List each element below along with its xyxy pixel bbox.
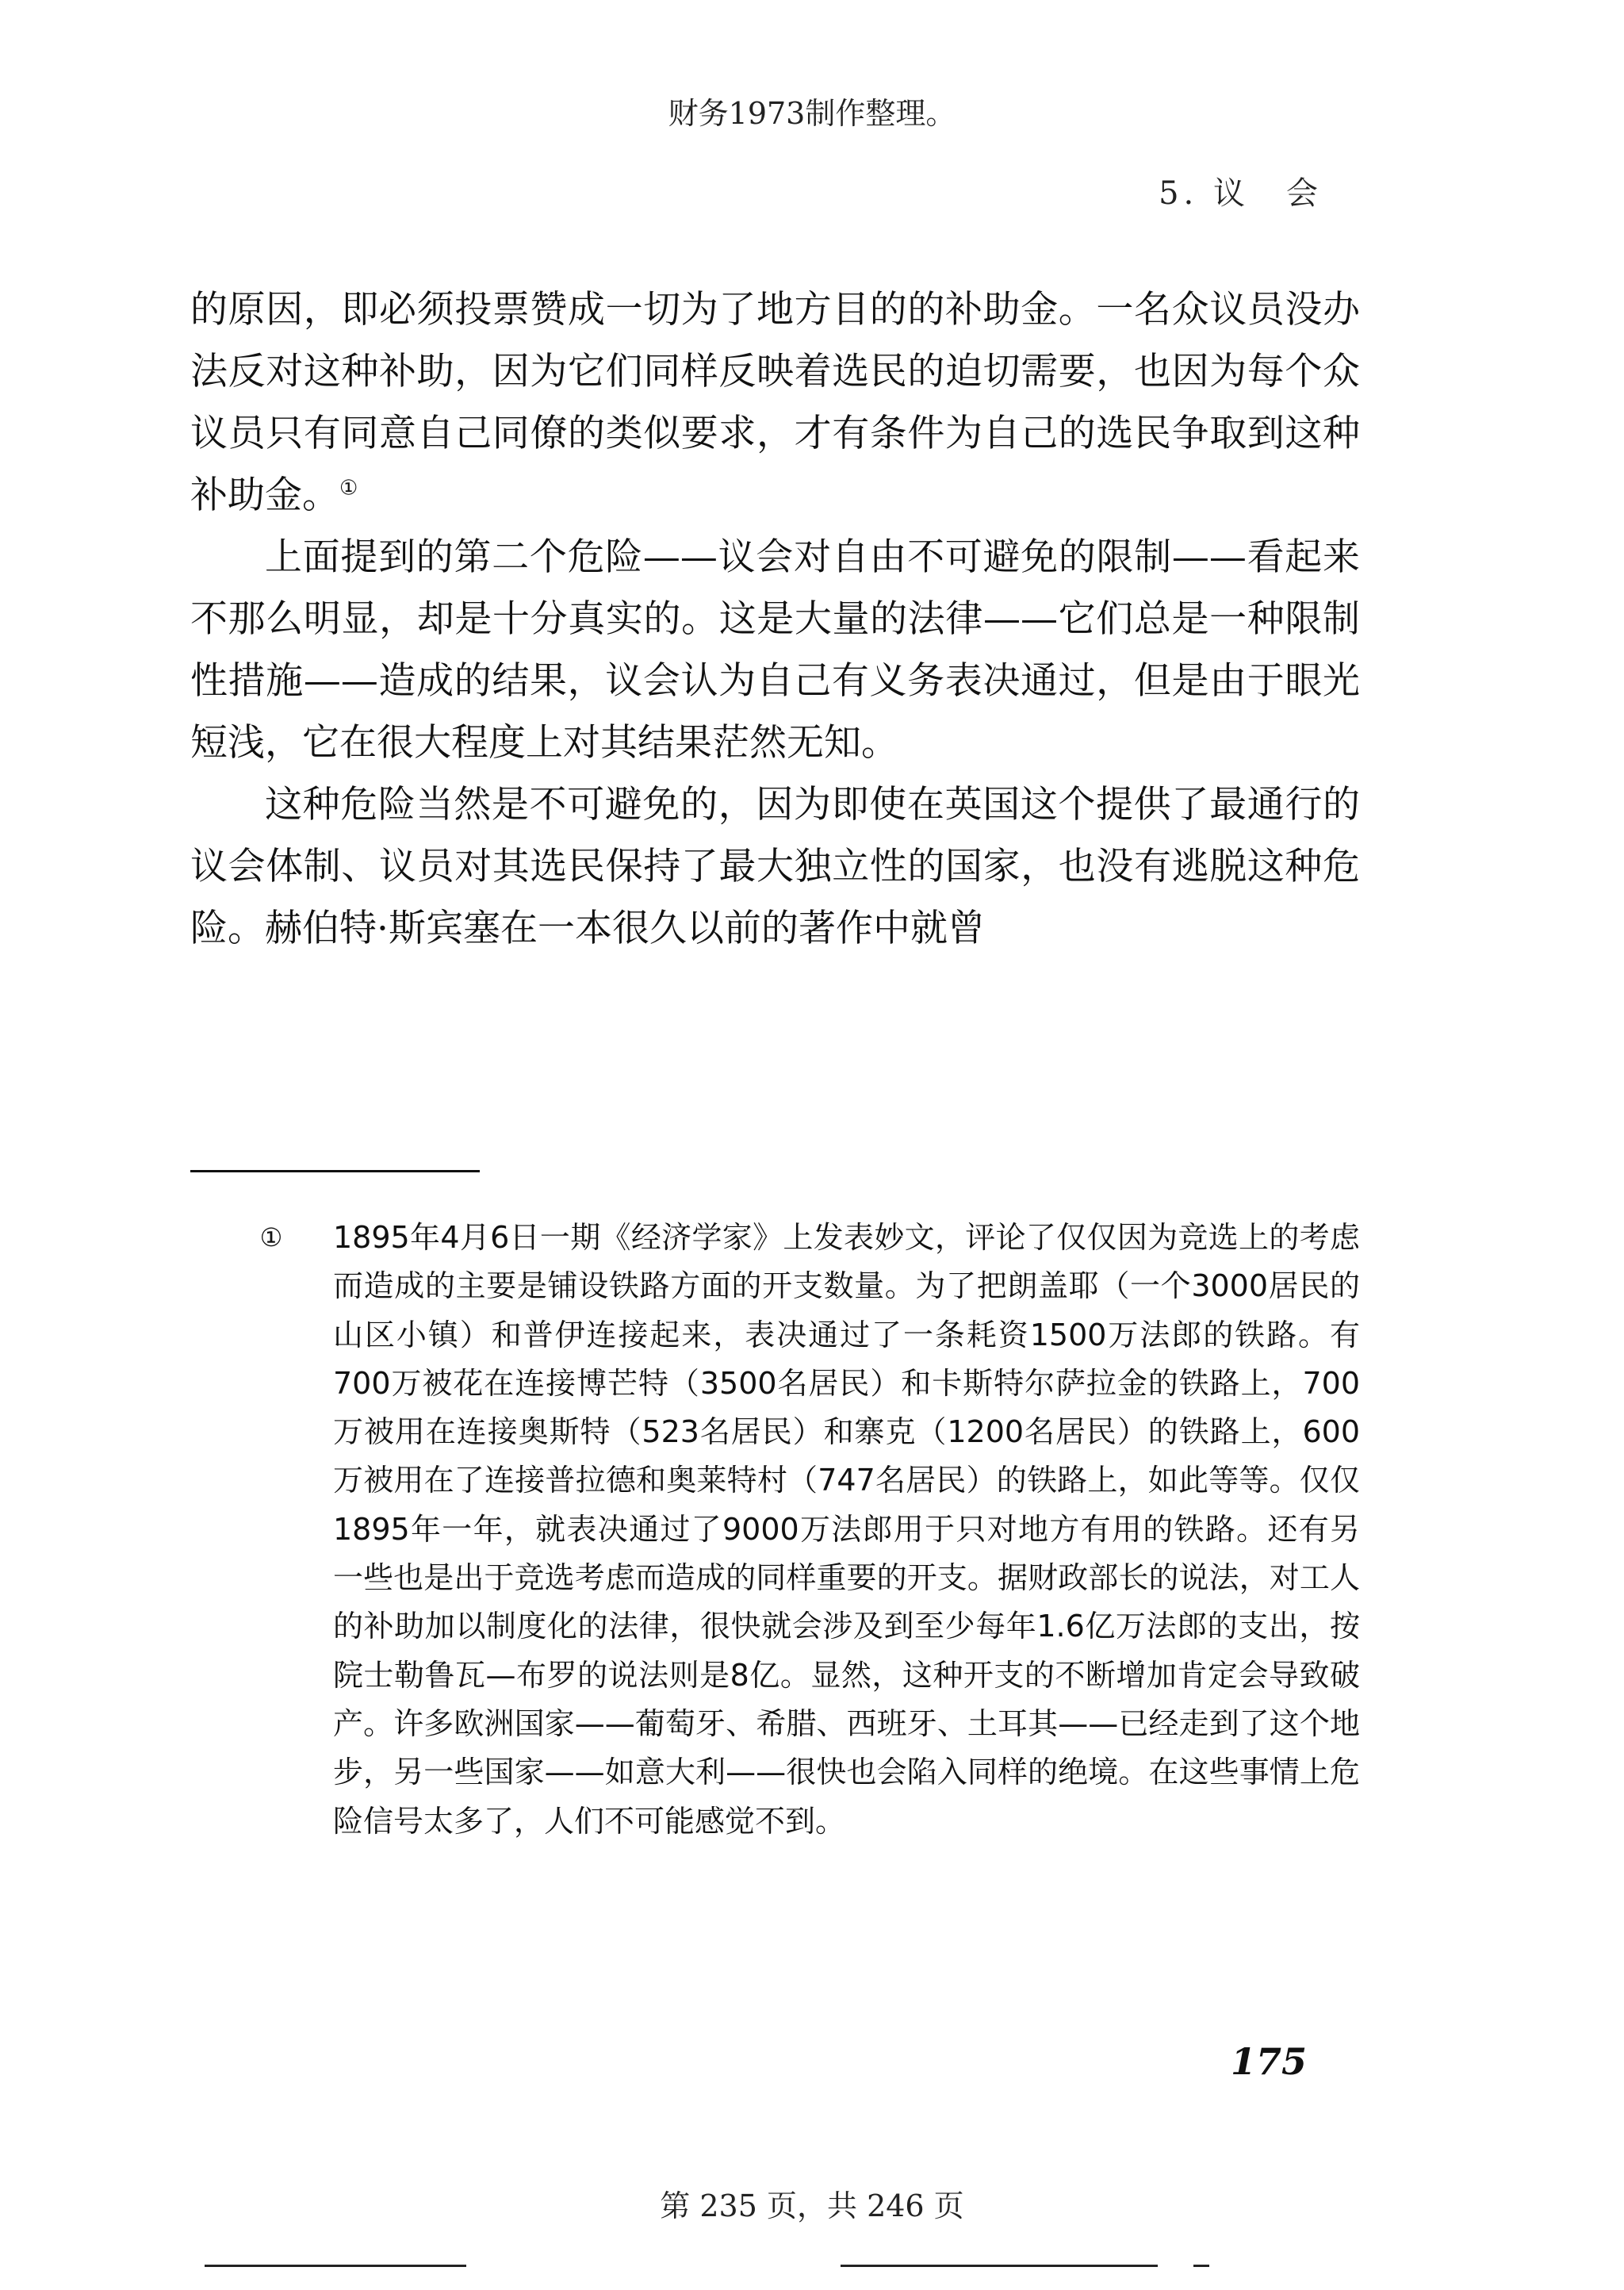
paragraph-2: 上面提到的第二个危险——议会对自由不可避免的限制——看起来不那么明显，却是十分真实的。这是大量的法律——它们总是一种限制性措施——造成的结果，议会认为自己有义务表决通过，但是由于眼光短浅，它在很大程度上对其结果茫然无知。 [190,535,1360,765]
running-head: 5. 议 会 [1159,175,1323,212]
page-number: 175 [1230,2040,1307,2083]
scan-artifact-line [205,2265,466,2267]
footnote-divider [190,1170,480,1172]
watermark-text: 财务1973制作整理。 [668,96,956,131]
scan-artifact-line [841,2265,1158,2267]
footnote-mark: ① [259,1222,283,1252]
footnote [190,1214,1360,1846]
body-text [190,279,1360,960]
paragraph-1-text: 的原因，即必须投票赞成一切为了地方目的的补助金。一名众议员没办法反对这种补助，因为它们同样反映着选民的迫切需要，也因为每个众议员只有同意自己同僚的类似要求，才有条件为自己的选民争取到这种补助金。 [190,288,1360,517]
pager-status: 第 235 页，共 246 页 [660,2188,964,2223]
paragraph-3: 这种危险当然是不可避免的，因为即使在英国这个提供了最通行的议会体制、议员对其选民保持了最大独立性的国家，也没有逃脱这种危险。赫伯特·斯宾塞在一本很久以前的著作中就曾 [190,783,1360,950]
paragraph-1 [190,279,1360,527]
footnote-reference: ① [339,476,358,501]
footnote-text: 1895年4月6日一期《经济学家》上发表妙文，评论了仅仅因为竞选上的考虑而造成的主要是铺设铁路方面的开支数量。为了把朗盖耶（一个3000居民的山区小镇）和普伊连接起来，表决通过了一条耗资1500万法郎的铁路。有700万被花在连接博芒特（3500名居民）和卡斯特尔萨拉金的铁路上，700万被用在连接奥斯特（523名居民）和寨克（1200名居民）的铁路上，600万被用在了连接普拉德和奥莱特村（747名居民）的铁路上，如此等等。仅仅1895年一年，就表决通过了9000万法郎用于只对地方有用的铁路。还有另一些也是出于竞选考虑而造成的同样重要的开支。据财政部长的说法，对工人的补助加以制度化的法律，很快就会涉及到至少每年1.6亿万法郎的支出，按院士勒鲁瓦—布罗的说法则是8亿。显然，这种开支的不断增加肯定会导致破产。许多欧洲国家——葡萄牙、希腊、西班牙、土耳其——已经走到了这个地步，另一些国家——如意大利——很快也会陷入同样的绝境。在这些事情上危险信号太多了，人们不可能感觉不到。 [333,1220,1360,1839]
scan-artifact-line [1193,2265,1209,2267]
